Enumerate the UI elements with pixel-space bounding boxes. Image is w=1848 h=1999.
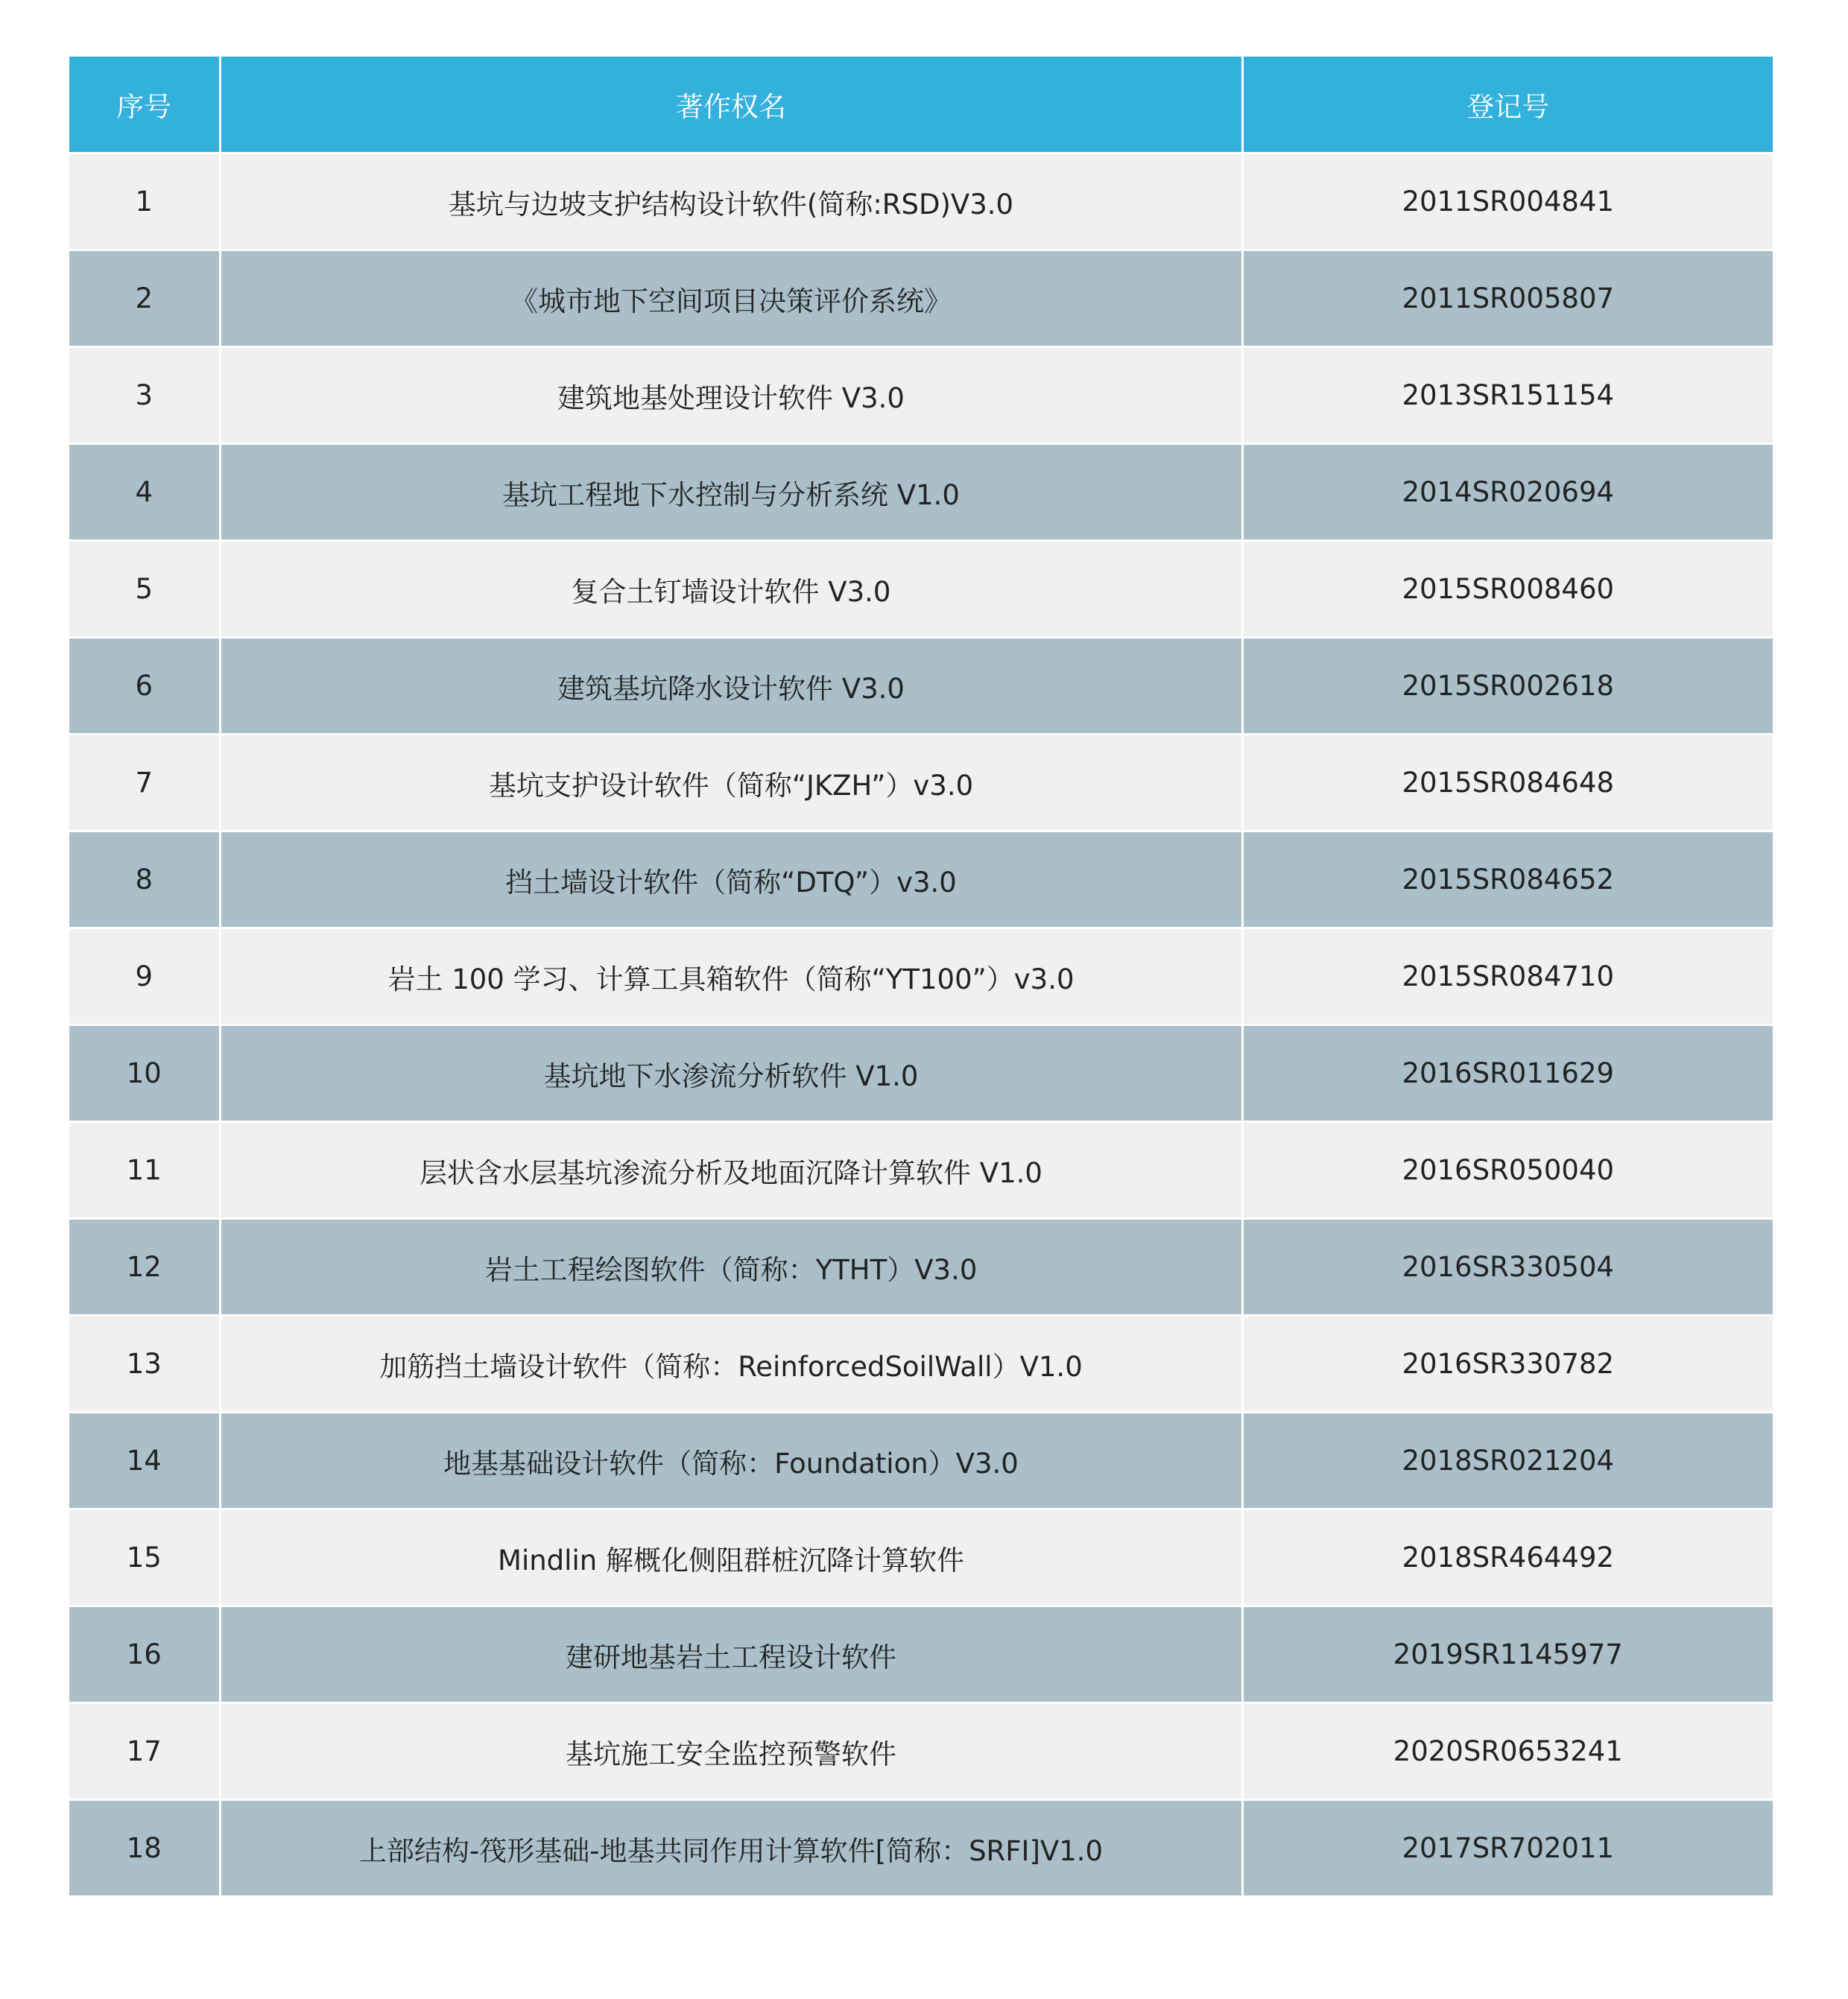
cell-serial-number: 15: [69, 1509, 220, 1606]
cell-copyright-name: Mindlin 解概化侧阻群桩沉降计算软件: [220, 1509, 1242, 1606]
cell-serial-number: 16: [69, 1606, 220, 1703]
cell-registration-number: 2011SR004841: [1242, 153, 1773, 250]
cell-registration-number: 2015SR008460: [1242, 541, 1773, 638]
table-row: [69, 1025, 1773, 1122]
cell-serial-number: 6: [69, 638, 220, 735]
cell-copyright-name: 岩土 100 学习、计算工具箱软件（简称“YT100”）v3.0: [220, 928, 1242, 1025]
table-row: [69, 444, 1773, 541]
table-row: [69, 638, 1773, 735]
cell-registration-number: 2019SR1145977: [1242, 1606, 1773, 1703]
cell-serial-number: 9: [69, 928, 220, 1025]
cell-serial-number: 14: [69, 1413, 220, 1509]
cell-copyright-name: 建筑地基处理设计软件 V3.0: [220, 347, 1242, 444]
cell-copyright-name: 岩土工程绘图软件（简称：YTHT）V3.0: [220, 1219, 1242, 1316]
table-row: [69, 1800, 1773, 1896]
cell-serial-number: 17: [69, 1703, 220, 1800]
header-row: [69, 57, 1773, 153]
cell-copyright-name: 复合土钉墙设计软件 V3.0: [220, 541, 1242, 638]
cell-copyright-name: 建筑基坑降水设计软件 V3.0: [220, 638, 1242, 735]
cell-copyright-name: 挡土墙设计软件（简称“DTQ”）v3.0: [220, 831, 1242, 928]
cell-serial-number: 18: [69, 1800, 220, 1896]
cell-copyright-name: 基坑与边坡支护结构设计软件(简称:RSD)V3.0: [220, 153, 1242, 250]
table-row: [69, 1219, 1773, 1316]
header-serial-number: 序号: [69, 57, 220, 153]
cell-serial-number: 2: [69, 250, 220, 347]
cell-registration-number: 2014SR020694: [1242, 444, 1773, 541]
table-header: [69, 57, 1773, 153]
cell-registration-number: 2016SR011629: [1242, 1025, 1773, 1122]
cell-registration-number: 2013SR151154: [1242, 347, 1773, 444]
table-row: [69, 250, 1773, 347]
table-row: [69, 735, 1773, 831]
cell-serial-number: 10: [69, 1025, 220, 1122]
cell-serial-number: 12: [69, 1219, 220, 1316]
cell-registration-number: 2018SR464492: [1242, 1509, 1773, 1606]
cell-copyright-name: 基坑支护设计软件（简称“JKZH”）v3.0: [220, 735, 1242, 831]
cell-serial-number: 13: [69, 1316, 220, 1413]
cell-copyright-name: 地基基础设计软件（简称：Foundation）V3.0: [220, 1413, 1242, 1509]
table-body: [69, 153, 1773, 1896]
cell-serial-number: 4: [69, 444, 220, 541]
table-row: [69, 1122, 1773, 1219]
cell-registration-number: 2016SR330504: [1242, 1219, 1773, 1316]
table-row: [69, 347, 1773, 444]
cell-registration-number: 2017SR702011: [1242, 1800, 1773, 1896]
cell-registration-number: 2015SR084648: [1242, 735, 1773, 831]
cell-copyright-name: 基坑地下水渗流分析软件 V1.0: [220, 1025, 1242, 1122]
cell-serial-number: 7: [69, 735, 220, 831]
cell-copyright-name: 基坑施工安全监控预警软件: [220, 1703, 1242, 1800]
cell-registration-number: 2015SR084652: [1242, 831, 1773, 928]
copyright-table: [69, 57, 1773, 1895]
cell-copyright-name: 基坑工程地下水控制与分析系统 V1.0: [220, 444, 1242, 541]
table-row: [69, 541, 1773, 638]
cell-serial-number: 3: [69, 347, 220, 444]
cell-serial-number: 8: [69, 831, 220, 928]
cell-serial-number: 11: [69, 1122, 220, 1219]
table-row: [69, 1703, 1773, 1800]
cell-registration-number: 2015SR084710: [1242, 928, 1773, 1025]
table-row: [69, 831, 1773, 928]
cell-copyright-name: 《城市地下空间项目决策评价系统》: [220, 250, 1242, 347]
cell-copyright-name: 建研地基岩土工程设计软件: [220, 1606, 1242, 1703]
cell-copyright-name: 上部结构-筏形基础-地基共同作用计算软件[简称：SRFI]V1.0: [220, 1800, 1242, 1896]
cell-registration-number: 2018SR021204: [1242, 1413, 1773, 1509]
cell-copyright-name: 层状含水层基坑渗流分析及地面沉降计算软件 V1.0: [220, 1122, 1242, 1219]
table-row: [69, 1509, 1773, 1606]
cell-registration-number: 2016SR330782: [1242, 1316, 1773, 1413]
cell-serial-number: 5: [69, 541, 220, 638]
header-copyright-name: 著作权名: [220, 57, 1242, 153]
cell-serial-number: 1: [69, 153, 220, 250]
header-registration-number: 登记号: [1242, 57, 1773, 153]
table-row: [69, 928, 1773, 1025]
table-row: [69, 1316, 1773, 1413]
table-row: [69, 153, 1773, 250]
table-row: [69, 1606, 1773, 1703]
cell-registration-number: 2016SR050040: [1242, 1122, 1773, 1219]
cell-registration-number: 2011SR005807: [1242, 250, 1773, 347]
cell-registration-number: 2020SR0653241: [1242, 1703, 1773, 1800]
cell-registration-number: 2015SR002618: [1242, 638, 1773, 735]
table-row: [69, 1413, 1773, 1509]
cell-copyright-name: 加筋挡土墙设计软件（简称：ReinforcedSoilWall）V1.0: [220, 1316, 1242, 1413]
copyright-table-container: [69, 57, 1773, 1895]
